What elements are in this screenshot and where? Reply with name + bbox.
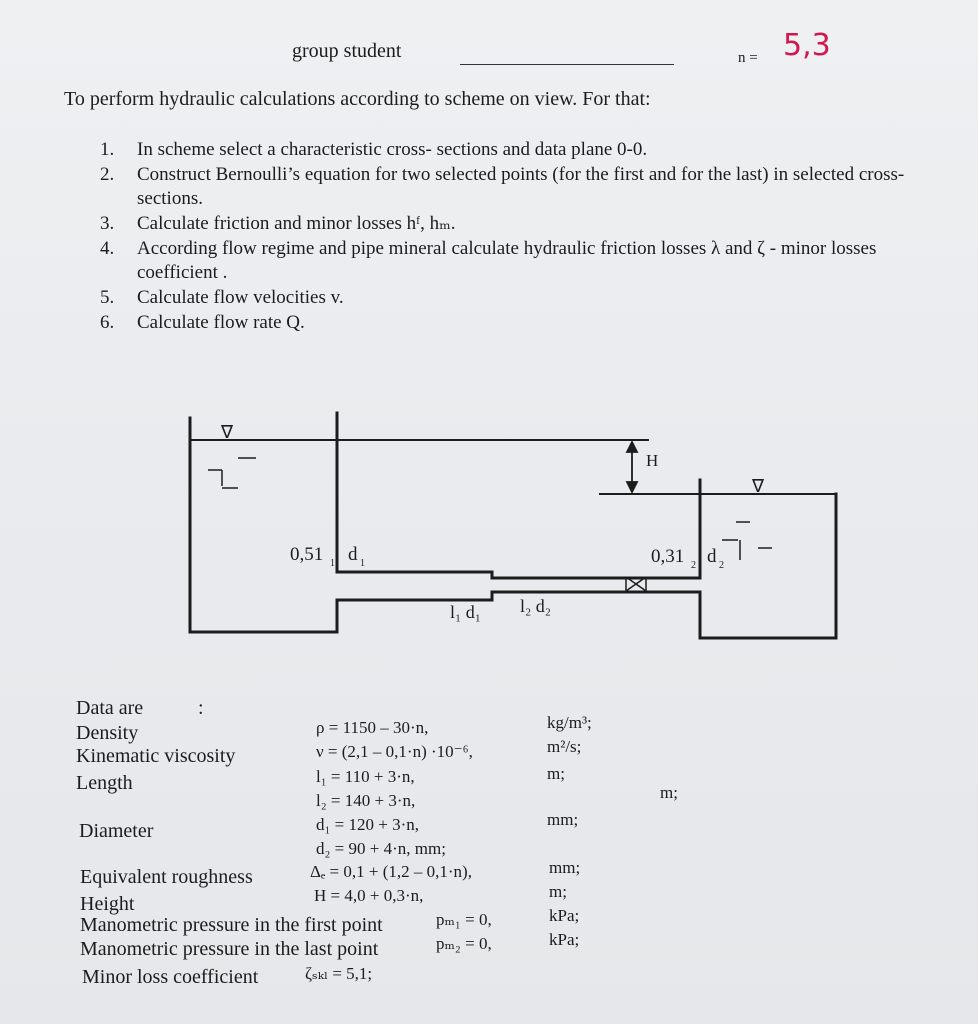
task-number: 6.	[100, 312, 115, 333]
height-label: H	[646, 451, 659, 470]
right-entry-coefficient: 0,31	[651, 546, 685, 567]
length-label: Length	[76, 772, 133, 794]
pressure-last-unit: kPa;	[549, 930, 580, 949]
roughness-label: Equivalent roughness	[80, 866, 253, 888]
height-data-label: Height	[80, 893, 135, 915]
pressure-last-label: Manometric pressure in the last point	[80, 938, 379, 960]
diameter-2-formula: d₂ = 90 + 4·n, mm;	[316, 839, 446, 858]
pressure-first-label: Manometric pressure in the first point	[80, 914, 383, 936]
task-text: Calculate flow rate Q.	[137, 312, 305, 333]
right-diameter-subscript: 2	[719, 560, 724, 571]
pipe-1-label: l₁ d₁	[450, 602, 482, 622]
height-formula: H = 4,0 + 0,3·n,	[314, 886, 424, 905]
data-title-colon: :	[198, 697, 204, 719]
length-2-formula: l₂ = 140 + 3·n,	[316, 791, 416, 810]
task-text: Calculate friction and minor losses hᶠ, hₘ.	[137, 213, 456, 234]
diameter-label: Diameter	[79, 820, 154, 842]
pressure-first-unit: kPa;	[549, 906, 580, 925]
right-level-symbol: ∇	[752, 476, 765, 496]
viscosity-formula: ν = (2,1 – 0,1·n) ·10⁻⁶,	[316, 742, 473, 761]
task-number: 3.	[100, 213, 115, 234]
length-1-unit: m;	[547, 764, 565, 783]
left-diameter-subscript: 1	[360, 558, 365, 569]
viscosity-label: Kinematic viscosity	[76, 745, 236, 767]
length-1-formula: l₁ = 110 + 3·n,	[316, 767, 415, 786]
minor-loss-formula: ζₛₖₗ = 5,1;	[305, 964, 373, 983]
pressure-first-formula: pₘ₁ = 0,	[436, 910, 492, 929]
task-number: 4.	[100, 238, 115, 259]
left-level-symbol: ∇	[221, 422, 234, 442]
length-2-unit: m;	[660, 783, 678, 802]
task-text: Construct Bernoulli’s equation for two selected points (for the first and for the last) in selected cross- sections.	[137, 164, 905, 209]
right-entry-subscript: 2	[691, 560, 696, 571]
task-text: Calculate flow velocities v.	[137, 287, 344, 308]
density-unit: kg/m³;	[547, 713, 592, 732]
data-title: Data are	[76, 697, 144, 719]
right-diameter-label: d	[707, 546, 717, 567]
minor-loss-label: Minor loss coefficient	[82, 966, 259, 988]
left-entry-coefficient: 0,51	[290, 544, 324, 565]
density-label: Density	[76, 722, 139, 744]
viscosity-unit: m²/s;	[547, 737, 582, 756]
height-dimension-arrow	[627, 442, 637, 492]
task-text: According flow regime and pipe mineral calculate hydraulic friction losses λ and ζ - minor losses coefficient .	[137, 238, 877, 283]
group-student-label: group student	[292, 40, 402, 62]
diameter-1-unit: mm;	[547, 810, 579, 829]
left-tank-wall	[190, 418, 337, 632]
task-text: In scheme select a characteristic cross- sections and data plane 0-0.	[137, 139, 648, 160]
pressure-last-formula: pₘ₂ = 0,	[436, 934, 492, 953]
density-formula: ρ = 1150 – 30·n,	[316, 718, 429, 737]
left-diameter-label: d	[348, 544, 358, 565]
diameter-1-formula: d₁ = 120 + 3·n,	[316, 815, 420, 834]
intro-text: To perform hydraulic calculations according to scheme on view. For that:	[64, 88, 651, 110]
left-entry-subscript: 1	[330, 558, 335, 569]
task-number: 2.	[100, 164, 115, 185]
task-number: 1.	[100, 139, 115, 160]
roughness-formula: Δₑ = 0,1 + (1,2 – 0,1·n),	[310, 862, 472, 881]
left-water-dashes	[208, 458, 256, 488]
height-unit: m;	[549, 882, 567, 901]
roughness-unit: mm;	[549, 858, 581, 877]
n-handwritten-value: 5,3	[783, 28, 831, 63]
pipe-2-label: l₂ d₂	[520, 596, 552, 616]
n-label: n =	[738, 50, 758, 66]
right-water-dashes	[722, 522, 772, 560]
task-number: 5.	[100, 287, 115, 308]
